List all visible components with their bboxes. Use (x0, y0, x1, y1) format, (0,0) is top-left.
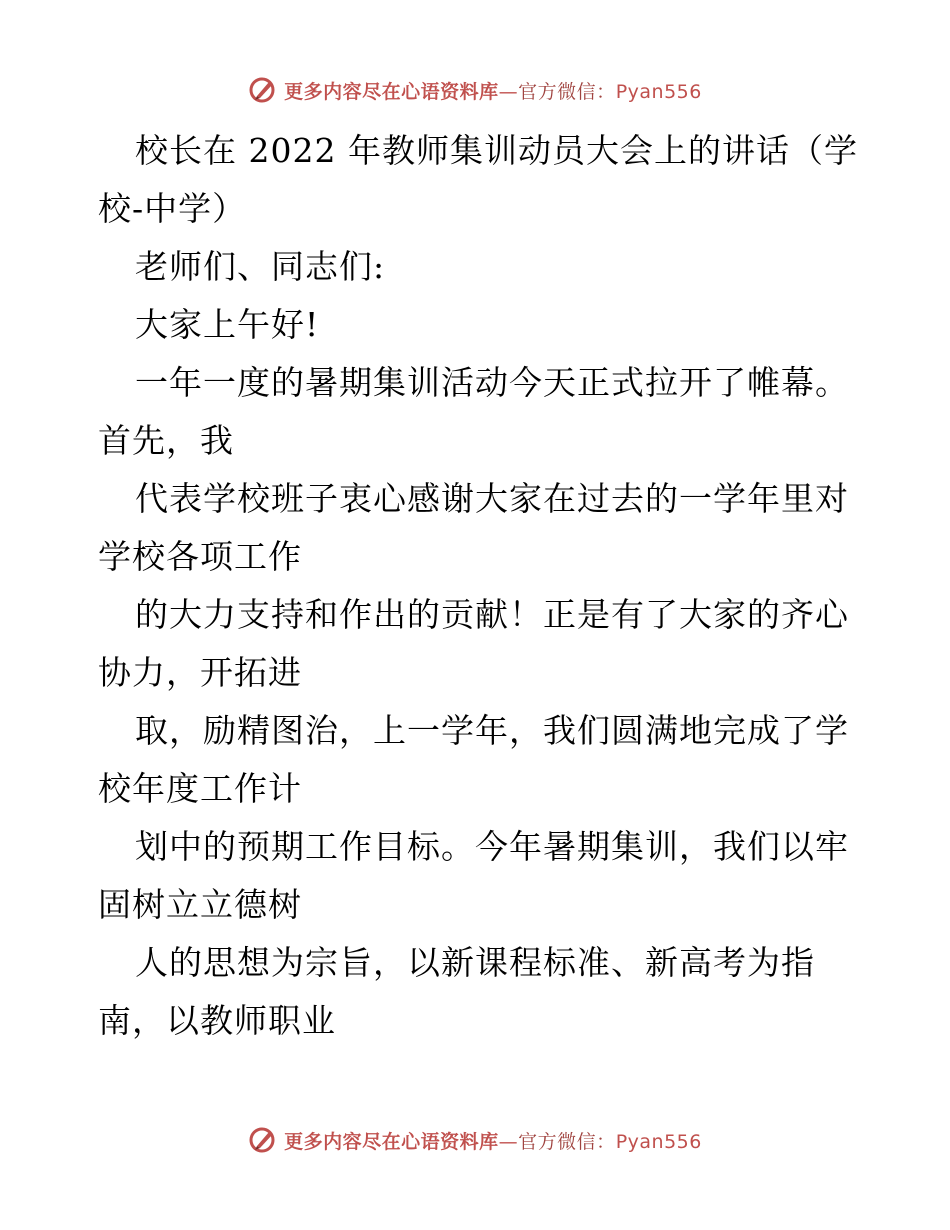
pen-nib-logo-icon (248, 75, 278, 105)
pen-nib-logo-icon (248, 1125, 278, 1155)
paragraph-line: 划中的预期工作目标。今年暑期集训，我们以牢 (135, 827, 849, 866)
footer-banner (0, 1120, 950, 1160)
salutation-line: 老师们、同志们: (135, 247, 386, 286)
paragraph-line: 一年一度的暑期集训活动今天正式拉开了帷幕。 (135, 363, 849, 402)
paragraph-line: 的大力支持和作出的贡献！正是有了大家的齐心 (135, 595, 849, 634)
paragraph-line: 代表学校班子衷心感谢大家在过去的一学年里对 (135, 479, 849, 518)
banner-wechat-label: 官方微信： (518, 1130, 616, 1153)
banner-dash: — (498, 1130, 519, 1153)
greeting-line: 大家上午好! (135, 305, 320, 344)
paragraph-line: 固树立立德树 (98, 885, 302, 924)
paragraph-line: 人的思想为宗旨，以新课程标准、新高考为指 (135, 943, 815, 982)
banner-brand-text: 更多内容尽在心语资料库 (284, 80, 499, 103)
banner-wechat-label: 官方微信： (518, 80, 616, 103)
paragraph-line: 首先，我 (98, 421, 234, 460)
banner-brand-text: 更多内容尽在心语资料库 (284, 1130, 499, 1153)
document-body (98, 122, 858, 1050)
banner-dash: — (498, 80, 519, 103)
header-banner (0, 70, 950, 110)
paragraph-line: 校年度工作计 (98, 769, 302, 808)
banner-wechat-id: Pyan556 (615, 80, 702, 103)
paragraph-line: 南，以教师职业 (98, 1001, 336, 1040)
paragraph-line: 学校各项工作 (98, 537, 302, 576)
title-line-1: 校长在 2022 年教师集训动员大会上的讲话（学 (135, 131, 858, 170)
paragraph-line: 取，励精图治，上一学年，我们圆满地完成了学 (135, 711, 849, 750)
title-line-2: 校-中学） (98, 189, 247, 228)
banner-wechat-id: Pyan556 (615, 1130, 702, 1153)
paragraph-line: 协力，开拓进 (98, 653, 302, 692)
